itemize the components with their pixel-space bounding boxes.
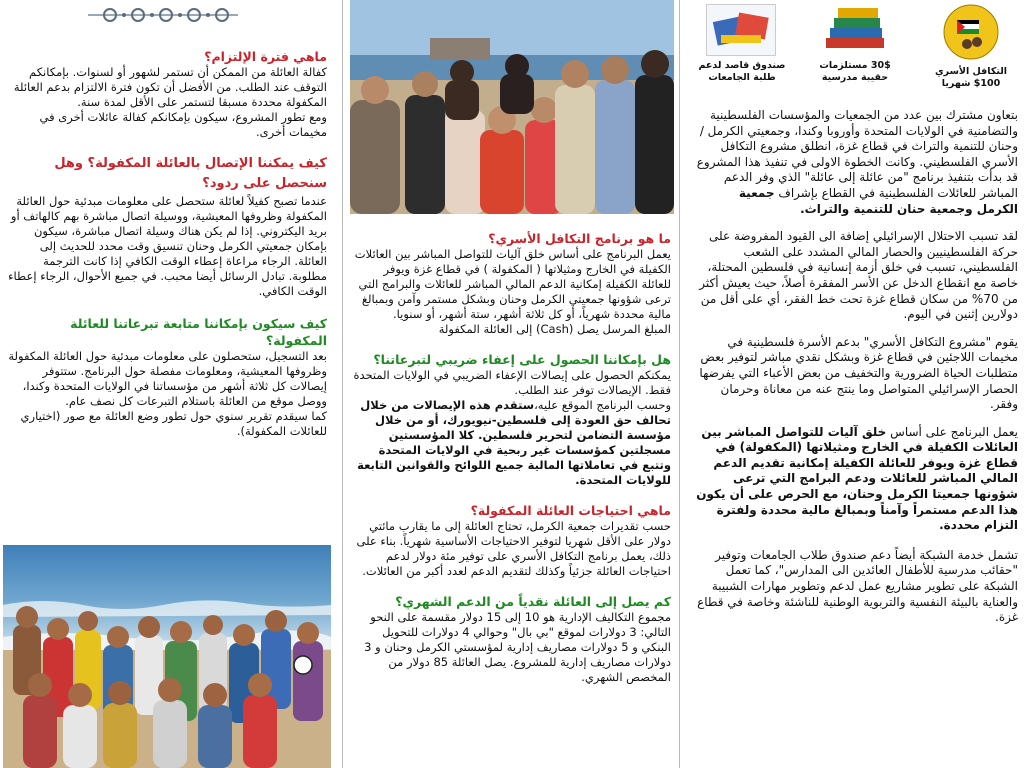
faq-heading-needs: ماهي احتياجات العائلة المكفولة؟ [470, 503, 671, 518]
faq-text-annual-report: كما سيقدم تقرير سنوي حول تطور وضع العائلة مع صور (اختياري للعائلات المكفولة). [20, 409, 327, 438]
faq-text-cash-amount: مجموع التكاليف الإدارية هو 10 إلى 15 دولار مقسمة على النحو التالي: 3 دولارات لموقع "بي بال" وحوالي 4 دولارات للتحويل البنكي و 5 دولارات مصاريف إدارية لمؤسستي الكرمل وحنان و 3 دولارات مصاريف إدارية للمشروع. يصل العائلة 85 دولار من المخصص الشهري. [364, 610, 671, 684]
faq-text-program: يعمل البرنامج على أساس خلق آليات للتواصل المباشر بين العائلات الكفيلة في الخارج ومثيلاتها ( المكفولة ) في قطاع غزة ويوفر للعائلة الكفيلة إمكانية الدعم المالي المباشر للعائلات والبرامج التي ترعى شؤونها جمعيتي الكرمل وحنان وبشكل مستمر وآمن وبمبالغ مالية محددة شهرياً، أو كل ثلاثة أشهر، ستة أشهر، أو سنويا. [354, 247, 671, 321]
right-column [690, 0, 1024, 768]
badge-school-bag: 30$ مستلزمات حقيبة مدرسية [819, 60, 891, 83]
faq-heading-commitment: ماهي فترة الإلتزام؟ [204, 49, 327, 64]
badge-university-fund: صندوق قاصد لدعم طلبة الجامعات [698, 60, 786, 83]
faq-text-tax: يمكنكم الحصول على إيصالات الإعفاء الضريبي في الولايات المتحدة فقط. الإيصالات توفر عند الطلب. [353, 368, 671, 397]
photo-children-beach [3, 545, 331, 768]
program-paragraph: يعمل البرنامج على أساس خلق آليات للتواصل المباشر بين العائلات الكفيلة في الخارج ومثيلاتها (المكفولة) في قطاع غزة ويوفر للعائلة الكفيلة إمكانية تقديم الدعم المالي المباشر للعائلات ودعم البرامج التي ترعى شؤونها جمعيتا الكرمل وحنان، مع الحرص على أن يكون هذا الدعم مستمراً وآمناً وبمبالغ مالية محددة ولفترة التزام محددة. [696, 424, 1018, 533]
faq-heading-program: ما هو برنامج التكافل الأسري؟ [488, 231, 671, 246]
faq-heading-contact: كيف يمكننا الإتصال بالعائلة المكفولة؟ وهل سنحصل على ردود؟ [54, 156, 327, 191]
faq-heading-tax: هل بإمكاننا الحصول على إعفاء ضريبي لتبرعاتنا؟ [373, 352, 671, 367]
project-paragraph: يقوم "مشروع التكافل الأسري" بدعم الأسرة فلسطينية في مخيمات اللاجئين في قطاع غزة وبشكل نقدي مباشر لتوفير بعض متطلبات الحياة الضرورية والتخفيف من بعض الأعباء التي يفرضها الحصار الإسرائيلي المتواصل وما ينتج عنه من معاناة وحرمان وفقر. [699, 334, 1018, 412]
faq-text-contact: عندما تصبح كفيلاً لعائلة ستحصل على معلومات مبدئية حول العائلة المكفولة وظروفها المعيشية، ووسيلة اتصال مباشرة بهم كالهاتف أو بريد اليكتروني. إذا لم يكن هناك وسيلة اتصال مباشرة، سيكون بإمكان جمعيتي الكرمل وحنان تنسيق وقت محدد للحديث إلى العائلة. الرجاء مراعاة إعطاء الوقت الكافي إذا كانت الترجمة مطلوبة. تبادل الرسائل أيضا محبب. في جميع الأحوال، الرجاء إعطاء الوقت الكافي. [8, 194, 327, 298]
badge-family-solidarity: التكافل الأسري 100$ شهريا [934, 66, 1008, 89]
occupation-paragraph: لقد تسبب الاحتلال الإسرائيلي إضافة الى القيود المفروضة على حركة الفلسطينيين والحصار المالي المشدد على الشعب الفلسطيني، تسبب في خلق أزمة إنسانية في فلسطين المحتلة، خاصة مع انقطاع الدخل عن الأسر المفقرة أصلاً، حيث يعيش أكثر من 70% من سكان قطاع غزة تحت خط الفقر، أي على أقل من دولارين إثنين في اليوم. [699, 229, 1018, 322]
faq-heading-follow-up: كيف سيكون بإمكاننا متابعة تبرعاتنا للعائلة المكفولة؟ [70, 316, 327, 348]
university-fund-icon [706, 4, 776, 56]
faq-text-needs: حسب تقديرات جمعية الكرمل، تحتاج العائلة إلى ما يقارب مائتي دولار على الأقل شهريا لتوفير الاحتياجات الأساسية شهرياً. بناء على ذلك، يعمل برنامج التكافل الأسري على توفير مئة دولار لدعم احتياجات العائلة جزئياً وكذلك لتقديم الدعم لعدد أكبر من العائلات. [356, 519, 671, 578]
left-column [0, 0, 335, 768]
intro-paragraph: بتعاون مشترك بين عدد من الجمعيات والمؤسسات الفلسطينية والتضامنية في الولايات المتحدة وأوروبا وكندا، وجمعيتي الكرمل /وحنان للتنمية والتراث في قطاع غزة، انطلق مشروع التكافل الأسري الفلسطيني. وكانت الخطوة الاولى في تنفيذ هذا المشروع قد بدأت بتنفيذ برنامج "من عائلة إلى عائلة" الذي وفر الدعم المباشر للعائلات الفلسطينية في القطاع بإشراف جمعية الكرمل وجمعية حنان للتنمية والتراث. [696, 108, 1018, 216]
decorative-ornament [88, 4, 238, 26]
faq-text-cash: المبلغ المرسل يصل (Cash) إلى العائلة المكفولة [438, 322, 671, 336]
faq-heading-cash-amount: كم يصل إلى العائلة نقدياً من الدعم الشهري؟ [395, 594, 671, 609]
middle-column [342, 0, 680, 768]
faq-text-more-families: ومع تطور المشروع، سيكون بإمكانكم كفالة عائلات أخرى في مخيمات أخرى. [39, 110, 327, 139]
network-paragraph: تشمل خدمة الشبكة أيضاً دعم صندوق طلاب الجامعات وتوفير "حقائب مدرسية للأطفال العائدين الى المدارس"، كما تعمل الشبكة على تطوير مشاريع عمل لدعم وتطوير مهارات الشبيبة والعناية بالبيئة النفسية والتربوية الوطنية للناشئة وخاصة في قطاع غزة. [697, 547, 1018, 625]
faq-text-commitment: كفالة العائلة من الممكن أن تستمر لشهور أو لسنوات. بإمكانكم التوقف عند الطلب. من الأفضل أن تكون فترة الالتزام بدعم العائلة المكفولة محددة مسبقا لتستمر على الأقل لمدة سنة. [13, 65, 327, 109]
family-solidarity-logo-icon [943, 4, 999, 60]
faq-text-receipts: وحسب البرنامج الموقع عليه،ستقدم هذه الإيصالات من خلال تحالف حق العودة إلى فلسطين-نيويورك، أو من خلال مؤسسة التضامن لتحرير فلسطين. كلا المؤسستين مسجلتين كمؤسسات غير ربحية في الولايات المتحدة وتتبع في تعاملاتها المالية جميع اللوائح والقوانين التابعة للولايات المتحدة. [357, 398, 671, 487]
school-books-icon [822, 4, 888, 56]
photo-girls-beach [350, 0, 674, 214]
faq-text-follow-up: بعد التسجيل، ستحصلون على معلومات مبدئية حول العائلة المكفولة وظروفها المعيشية، ومعلومات مفصلة حول البرنامج. ستتوفر إيصالات كل ثلاثة أشهر من مؤسساتنا في الولايات المتحدة وكندا، ووصل موقع من العائلة باستلام التبرعات كل نصف عام. [8, 349, 327, 408]
